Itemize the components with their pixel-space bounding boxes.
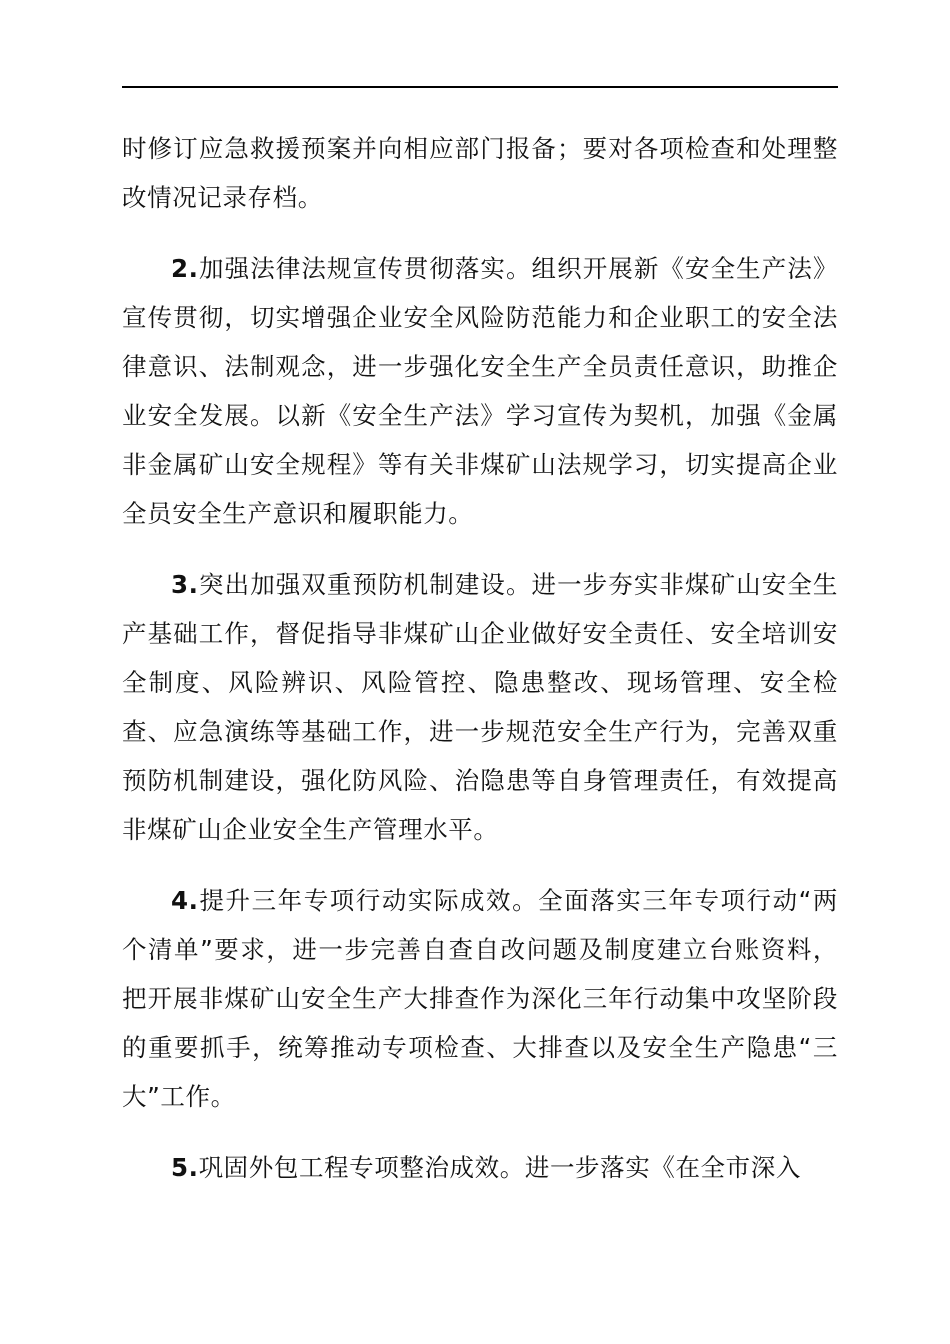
item-number: 2. [171,254,199,283]
paragraph-text: 突出加强双重预防机制建设。进一步夯实非煤矿山安全生产基础工作，督促指导非煤矿山企业做好安全责任、安全培训安全制度、风险辨识、风险管控、隐患整改、现场管理、安全检查、应急演练等基础工作，进一步规范安全生产行为，完善双重预防机制建设，强化防风险、治隐患等自身管理责任，有效提高非煤矿山企业安全生产管理水平。 [122,570,838,844]
paragraph-text: 加强法律法规宣传贯彻落实。组织开展新《安全生产法》宣传贯彻，切实增强企业安全风险防范能力和企业职工的安全法律意识、法制观念，进一步强化安全生产全员责任意识，助推企业安全发展。以新《安全生产法》学习宣传为契机，加强《金属非金属矿山安全规程》等有关非煤矿山法规学习，切实提高企业全员安全生产意识和履职能力。 [122,254,838,528]
paragraph-item-5 [122,1143,838,1192]
item-number: 4. [171,886,199,915]
paragraph-text: 时修订应急救援预案并向相应部门报备；要对各项检查和处理整改情况记录存档。 [122,134,838,212]
paragraph-text: 巩固外包工程专项整治成效。进一步落实《在全市深入 [198,1153,801,1182]
item-number: 5. [171,1153,199,1182]
document-body [122,124,838,1214]
item-number: 3. [171,570,199,599]
paragraph-item-3 [122,560,838,854]
paragraph-continued [122,124,838,222]
header-rule [122,86,838,88]
paragraph-item-2 [122,244,838,538]
paragraph-text: 提升三年专项行动实际成效。全面落实三年专项行动“两个清单”要求，进一步完善自查自改问题及制度建立台账资料，把开展非煤矿山安全生产大排查作为深化三年行动集中攻坚阶段的重要抓手，统筹推动专项检查、大排查以及安全生产隐患“三大”工作。 [122,886,838,1111]
paragraph-item-4 [122,876,838,1121]
